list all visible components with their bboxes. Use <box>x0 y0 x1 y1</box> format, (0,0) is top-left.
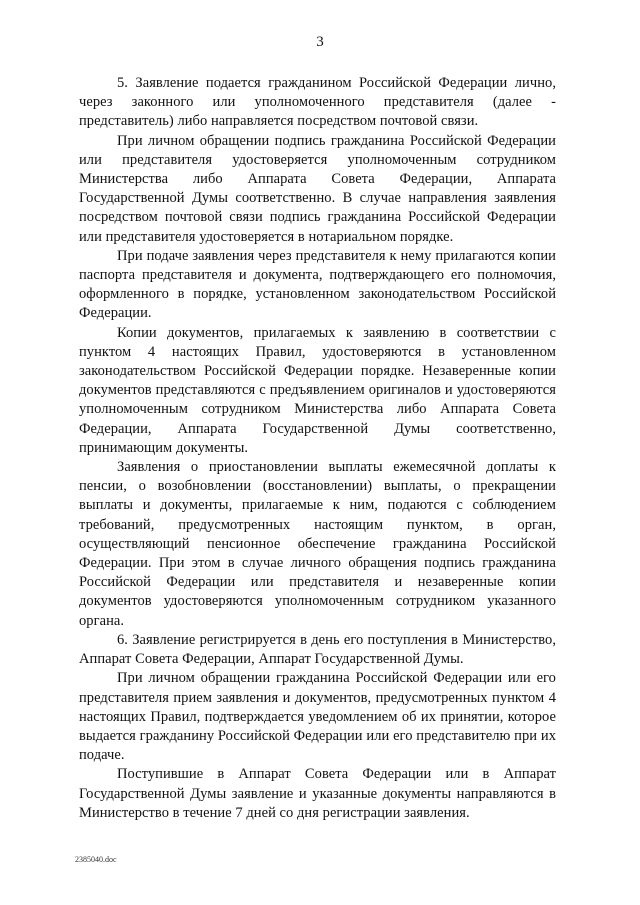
footer-filename: 2385040.doc <box>75 855 117 864</box>
paragraph-6-registration: 6. Заявление регистрируется в день его поступления в Министерство, Аппарат Совета Федерации, Аппарат Государственной Думы. <box>79 631 556 668</box>
paragraph-representative-documents: При подаче заявления через представителя к нему прилагаются копии паспорта представителя и документа, подтверждающего его полномочия, оформленного в порядке, установленном законодательством Российской Федерации. <box>79 247 556 322</box>
paragraph-5-submission: 5. Заявление подается гражданином Российской Федерации лично, через законного или уполномоченного представителя (далее - представитель) либо направляется посредством почтовой связи. <box>79 75 556 130</box>
page-number: 3 <box>316 34 324 50</box>
paragraph-suspension-applications: Заявления о приостановлении выплаты ежемесячной доплаты к пенсии, о возобновлении (восстановлении) выплаты, о прекращении выплаты и документы, прилагаемые к ним, подаются с соблюдением требований, предусмотренных настоящим пунктом, в орган, осуществляющий пенсионное обеспечение гражданина Российской Федерации. При этом в случае личного обращения подпись гражданина Российской Федерации или представителя и незаверенные копии документов удостоверяются уполномоченным сотрудником указанного органа. <box>79 459 556 629</box>
paragraph-receipt-notification: При личном обращении гражданина Российской Федерации или его представителя прием заявления и документов, предусмотренных пунктом 4 настоящих Правил, подтверждается уведомлением об их принятии, которое выдается гражданину Российской Федерации или его представителю при их подаче. <box>79 670 556 764</box>
paragraph-signature-certification: При личном обращении подпись гражданина Российской Федерации или представителя удостоверяется уполномоченным сотрудником Министерства либо Аппарата Совета Федерации, Аппарата Государственной Думы соответственно. В случае направления заявления посредством почтовой связи подпись гражданина Российской Федерации или представителя удостоверяется в нотариальном порядке. <box>79 132 556 245</box>
document-body <box>79 74 556 823</box>
paragraph-forwarding-to-ministry: Поступившие в Аппарат Совета Федерации или в Аппарат Государственной Думы заявление и указанные документы направляются в Министерство в течение 7 дней со дня регистрации заявления. <box>79 766 556 821</box>
paragraph-document-copies: Копии документов, прилагаемых к заявлению в соответствии с пунктом 4 настоящих Правил, удостоверяются в установленном законодательством Российской Федерации порядке. Незаверенные копии документов представляются с предъявлением оригиналов и удостоверяются уполномоченным сотрудником Министерства либо Аппарата Совета Федерации, Аппарата Государственной Думы соответственно, принимающим документы. <box>79 324 556 456</box>
